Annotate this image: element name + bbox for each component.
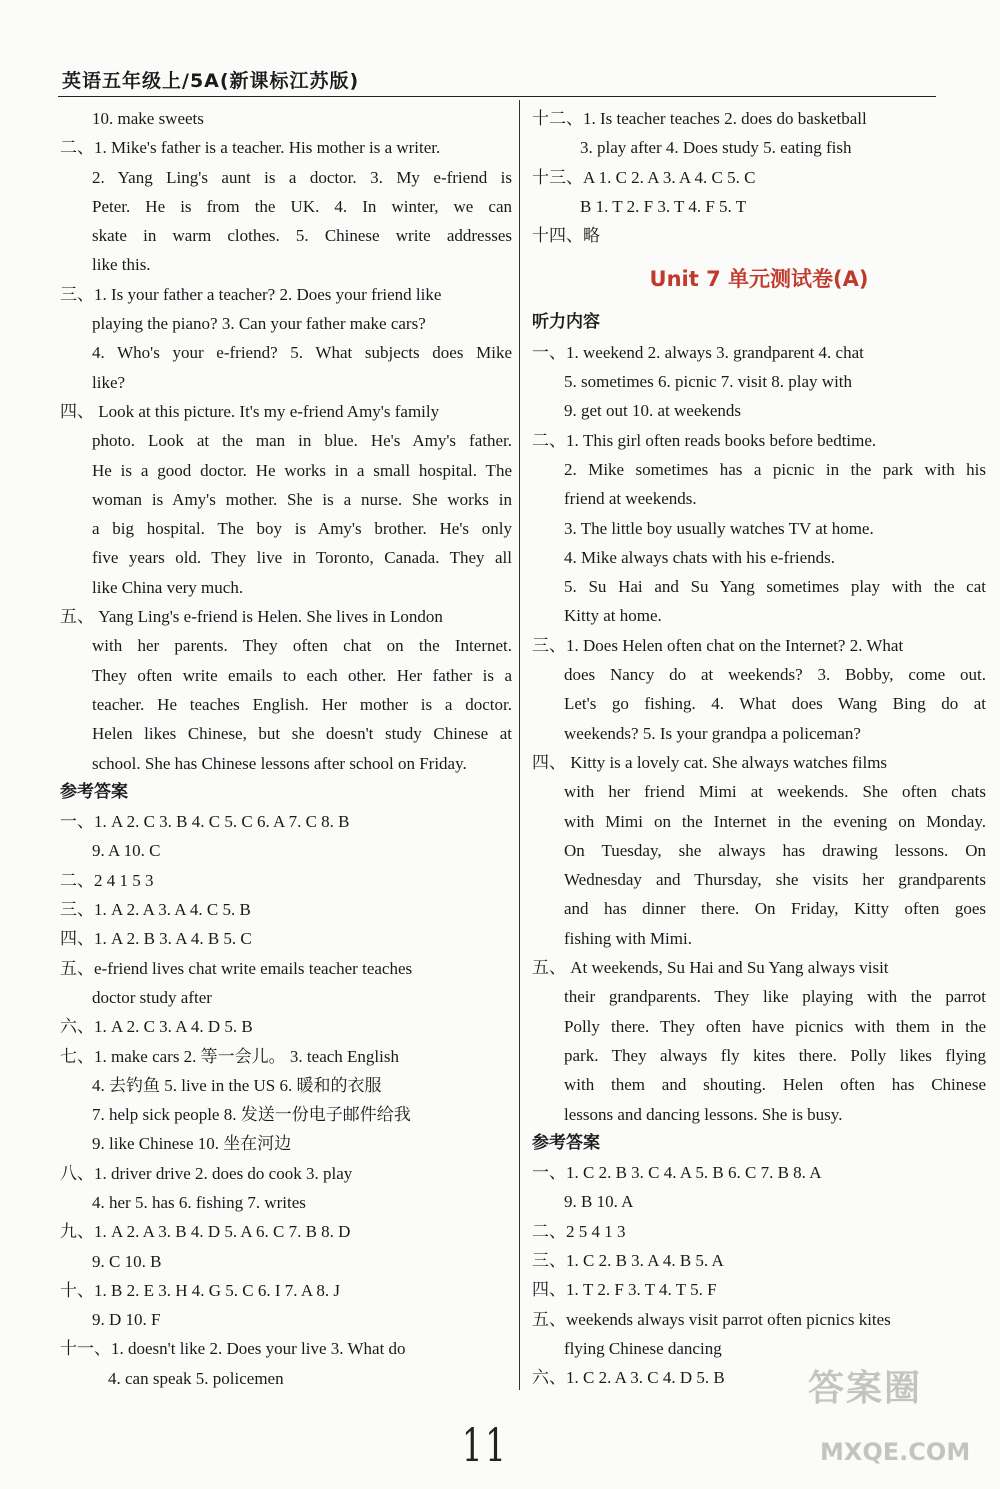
text-line: They often write emails to each other. Her father is a	[92, 665, 512, 685]
text-line: 二、2 4 1 5 3	[60, 870, 154, 890]
text-line: 4. can speak 5. policemen	[108, 1368, 284, 1388]
text-line: 四、 Kitty is a lovely cat. She always watches films	[532, 752, 888, 772]
text-line: 9. like Chinese 10. 坐在河边	[92, 1134, 292, 1154]
text-line: 一、1. C 2. B 3. C 4. A 5. B 6. C 7. B 8. A	[532, 1163, 822, 1183]
text-line: He is a good doctor. He works in a small hospital. The	[92, 460, 512, 480]
text-line: 7. help sick people 8. 发送一份电子邮件给我	[92, 1105, 411, 1125]
text-line: with them and shouting. Helen often has Chinese	[564, 1075, 986, 1095]
text-line: and has dinner there. On Friday, Kitty often goes	[564, 899, 986, 919]
text-line: photo. Look at the man in blue. He's Amy's father.	[92, 431, 512, 451]
text-line: their grandparents. They like playing with the parrot	[564, 987, 986, 1007]
page-header: 英语五年级上/5A(新课标江苏版)	[62, 70, 360, 92]
text-line: 二、1. This girl often reads books before bedtime.	[532, 430, 877, 450]
text-line: 4. Mike always chats with his e-friends.	[564, 547, 835, 567]
text-line: 五、 Yang Ling's e-friend is Helen. She lives in London	[60, 607, 443, 627]
text-line: 三、1. C 2. B 3. A 4. B 5. A	[532, 1250, 724, 1270]
text-line: like China very much.	[92, 577, 244, 597]
text-line: 四、 Look at this picture. It's my e-friend Amy's family	[60, 401, 440, 421]
watermark-url: MXQE.COM	[820, 1438, 971, 1466]
text-line: 4. her 5. has 6. fishing 7. writes	[92, 1192, 306, 1212]
text-line: Polly there. They often have picnics with them in the	[564, 1016, 986, 1036]
text-line: 九、1. A 2. A 3. B 4. D 5. A 6. C 7. B 8. D	[60, 1222, 351, 1242]
text-line: 三、1. A 2. A 3. A 4. C 5. B	[60, 900, 251, 920]
text-line: playing the piano? 3. Can your father make cars?	[92, 314, 426, 334]
text-line: 9. get out 10. at weekends	[564, 401, 742, 421]
text-line: Kitty at home.	[564, 606, 662, 626]
text-line: weekends? 5. Is your grandpa a policeman?	[564, 723, 861, 743]
text-line: 5. Su Hai and Su Yang sometimes play with the cat	[564, 577, 986, 597]
text-line: teacher. He teaches English. Her mother is a doctor.	[92, 694, 512, 714]
text-line: 一、1. A 2. C 3. B 4. C 5. C 6. A 7. C 8. B	[60, 812, 350, 832]
text-line: park. They always fly kites there. Polly likes flying	[564, 1045, 986, 1065]
text-line: 9. B 10. A	[564, 1192, 634, 1212]
text-line: 十三、A 1. C 2. A 3. A 4. C 5. C	[532, 167, 756, 187]
text-line: B 1. T 2. F 3. T 4. F 5. T	[580, 196, 747, 216]
text-line: 4. Who's your e-friend? 5. What subjects does Mike	[92, 343, 512, 363]
text-line: 四、1. T 2. F 3. T 4. T 5. F	[532, 1280, 717, 1300]
text-line: does Nancy do at weekends? 3. Bobby, come out.	[564, 665, 986, 685]
text-line: 2. Mike sometimes has a picnic in the park with his	[564, 459, 986, 479]
text-line: friend at weekends.	[564, 489, 697, 509]
text-line: 9. A 10. C	[92, 841, 161, 861]
text-line: 四、1. A 2. B 3. A 4. B 5. C	[60, 929, 252, 949]
text-line: 十二、1. Is teacher teaches 2. does do basketball	[532, 109, 867, 128]
header-rule	[58, 96, 936, 97]
text-line: school. She has Chinese lessons after school on Friday.	[92, 753, 467, 773]
text-line: lessons and dancing lessons. She is busy.	[564, 1104, 843, 1124]
text-line: 十、1. B 2. E 3. H 4. G 5. C 6. I 7. A 8. J	[60, 1280, 341, 1300]
text-line: 五、e-friend lives chat write emails teacher teaches	[60, 958, 413, 978]
text-line: with Mimi on the Internet in the evening on Monday.	[564, 811, 986, 831]
text-line: 4. 去钓鱼 5. live in the US 6. 暖和的衣服	[92, 1075, 382, 1095]
text-line: flying Chinese dancing	[564, 1338, 722, 1358]
text-line: a big hospital. The boy is Amy's brother. He's only	[92, 519, 512, 539]
text-line: 10. make sweets	[92, 109, 204, 128]
text-line: 9. C 10. B	[92, 1251, 162, 1271]
text-line: 八、1. driver drive 2. does do cook 3. play	[60, 1163, 353, 1183]
text-line: doctor study after	[92, 987, 212, 1007]
column-divider	[519, 100, 520, 1390]
text-line: On Tuesday, she always has drawing lessons. On	[564, 840, 986, 860]
text-line: 9. D 10. F	[92, 1310, 161, 1330]
unit-title: Unit 7 单元测试卷(A)	[649, 267, 869, 292]
text-line: 三、1. Does Helen often chat on the Internet? 2. What	[532, 635, 904, 655]
left-column	[60, 104, 512, 1393]
text-line: 十一、1. doesn't like 2. Does your live 3. What do	[60, 1339, 406, 1359]
text-line: five years old. They live in Toronto, Canada. They all	[92, 548, 512, 568]
section-heading: 参考答案	[60, 781, 128, 802]
text-line: woman is Amy's mother. She is a nurse. She works in	[92, 489, 512, 509]
text-line: 一、1. weekend 2. always 3. grandparent 4. chat	[532, 342, 864, 362]
text-line: 3. play after 4. Does study 5. eating fish	[580, 138, 852, 158]
text-line: 七、1. make cars 2. 等一会儿。 3. teach English	[60, 1046, 399, 1066]
text-line: 六、1. C 2. A 3. C 4. D 5. B	[532, 1368, 725, 1388]
text-line: 五、weekends always visit parrot often picnics kites	[532, 1309, 891, 1329]
right-column	[532, 104, 986, 1392]
text-line: Wednesday and Thursday, she visits her grandparents	[564, 870, 986, 890]
text-line: Let's go fishing. 4. What does Wang Bing do at	[564, 694, 986, 714]
text-line: Peter. He is from the UK. 4. In winter, we can	[92, 196, 512, 216]
text-line: 3. The little boy usually watches TV at home.	[564, 518, 874, 538]
text-line: 5. sometimes 6. picnic 7. visit 8. play with	[564, 372, 853, 392]
text-line: 2. Yang Ling's aunt is a doctor. 3. My e-friend is	[92, 167, 512, 187]
text-line: 二、1. Mike's father is a teacher. His mother is a writer.	[60, 138, 441, 158]
text-line: skate in warm clothes. 5. Chinese write addresses	[92, 226, 512, 246]
page-number: 11	[461, 1418, 509, 1472]
text-line: Helen likes Chinese, but she doesn't study Chinese at	[92, 724, 512, 744]
text-line: with her parents. They often chat on the Internet.	[92, 636, 512, 656]
text-line: 五、 At weekends, Su Hai and Su Yang always visit	[532, 958, 889, 978]
text-line: 二、2 5 4 1 3	[532, 1221, 626, 1241]
text-line: fishing with Mimi.	[564, 928, 692, 948]
text-line: 十四、略	[532, 226, 600, 246]
text-line: with her friend Mimi at weekends. She often chats	[564, 782, 986, 802]
text-line: 三、1. Is your father a teacher? 2. Does your friend like	[60, 284, 442, 304]
text-line: 六、1. A 2. C 3. A 4. D 5. B	[60, 1017, 253, 1037]
text-line: like this.	[92, 255, 151, 275]
text-line: like?	[92, 372, 126, 392]
section-heading: 听力内容	[532, 312, 600, 333]
watermark-logo: 答案圈	[808, 1368, 923, 1409]
section-heading: 参考答案	[532, 1132, 600, 1153]
